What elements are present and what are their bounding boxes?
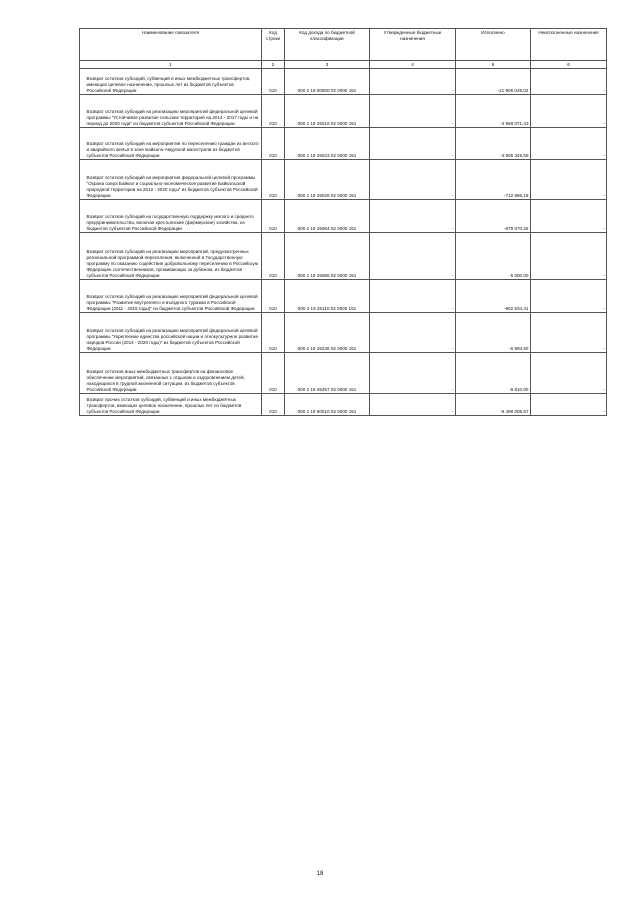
row-executed: -6 810,00 [456, 353, 531, 394]
row-approved: - [370, 160, 456, 200]
page-number: 18 [316, 871, 324, 877]
budget-table [79, 28, 607, 416]
row-executed: -9 498 005,67 [456, 394, 531, 416]
header-unexecuted: Неисполненные назначения [531, 29, 607, 61]
row-budget-code: 000 2 19 25236 02 0000 151 [285, 313, 370, 353]
header-code: Код строки [262, 29, 285, 61]
row-code: 010 [262, 233, 285, 280]
row-approved: - [370, 95, 456, 128]
row-name: Возврат прочих остатков субсидий, субвенций и иных межбюджетных трансфертов, имеющих целевое назначение, прошлых лет из бюджетов субъектов Российской Федерации [80, 394, 262, 416]
table-row [80, 353, 607, 394]
row-budget-code: 000 2 19 25110 02 0000 151 [285, 280, 370, 313]
row-executed: -902 634,41 [456, 280, 531, 313]
row-name: Возврат остатков субсидий, субвенций и иных межбюджетных трансфертов, имеющих целевое назначение, прошлых лет из бюджетов субъектов Российской Федерации [80, 69, 262, 95]
row-budget-code: 000 2 19 25029 02 0000 151 [285, 160, 370, 200]
table-row [80, 313, 607, 353]
row-executed: -4 905 349,58 [456, 128, 531, 160]
row-budget-code: 000 2 19 45457 02 0000 151 [285, 353, 370, 394]
row-name: Возврат остатков субсидий на реализацию мероприятий федеральной целевой программы "Устойчивое развитие сельских территорий на 2014 - 2017 годы и на период до 2020 года" из бюджетов субъектов Российской Федерации [80, 95, 262, 128]
row-unexecuted: - [531, 95, 607, 128]
row-code: 010 [262, 394, 285, 416]
header-executed: Исполнено [456, 29, 531, 61]
row-code: 010 [262, 128, 285, 160]
row-name: Возврат остатков субсидий на мероприятия по переселению граждан из ветхого и аварийного жилья в зоне Байкало-Амурской магистрали из бюджетов субъектов Российской Федерации [80, 128, 262, 160]
row-code: 010 [262, 69, 285, 95]
row-executed: -879 070,25 [456, 200, 531, 233]
row-budget-code: 000 2 19 25018 02 0000 151 [285, 95, 370, 128]
row-executed: -4 988 071,43 [456, 95, 531, 128]
row-code: 010 [262, 313, 285, 353]
row-budget-code: 000 2 19 25023 02 0000 151 [285, 128, 370, 160]
table-row [80, 280, 607, 313]
row-budget-code: 000 2 19 60010 02 0000 151 [285, 394, 370, 416]
table-row [80, 69, 607, 95]
table-row [80, 95, 607, 128]
row-unexecuted: - [531, 200, 607, 233]
row-name: Возврат остатков субсидий на реализацию мероприятий, предусмотренных региональной программой переселения, включенной в Государственную программу по оказанию содействия добровольному переселению в Российскую Федерацию соотечественников, проживающих за рубежом, из бюджетов субъектов Российской Федерации [80, 233, 262, 280]
row-code: 010 [262, 200, 285, 233]
row-code: 010 [262, 160, 285, 200]
row-approved: - [370, 280, 456, 313]
row-unexecuted: - [531, 394, 607, 416]
row-budget-code: 000 2 19 00000 02 0000 151 [285, 69, 370, 95]
header-budget-code: Код дохода по бюджетной классификации [285, 29, 370, 61]
row-approved: - [370, 233, 456, 280]
row-name: Возврат остатков субсидий на мероприятия федеральной целевой программы "Охрана озера Байкал и социально-экономическое развитие Байкальской природной территории на 2012 - 2020 годы" из бюджетов субъектов Российской Федерации [80, 160, 262, 200]
column-number: 4 [370, 61, 456, 69]
row-code: 010 [262, 95, 285, 128]
table-row [80, 160, 607, 200]
table-header-row [80, 29, 607, 61]
column-number-row [80, 61, 607, 69]
row-name: Возврат остатков иных межбюджетных трансфертов на финансовое обеспечение мероприятий, связанных с отдыхом и оздоровлением детей, находящихся в трудной жизненной ситуации, из бюджетов субъектов Российской Федерации [80, 353, 262, 394]
row-executed: -5 000,00 [456, 233, 531, 280]
row-approved: - [370, 128, 456, 160]
column-number: 5 [456, 61, 531, 69]
table-row [80, 394, 607, 416]
row-approved: - [370, 69, 456, 95]
row-name: Возврат остатков субсидий на реализацию мероприятий федеральной целевой программы "Укрепление единства российской нации и этнокультурное развитие народов России (2014 - 2020 годы)" из бюджетов субъектов Российской Федерации [80, 313, 262, 353]
row-approved: - [370, 200, 456, 233]
table-row [80, 233, 607, 280]
row-unexecuted: - [531, 128, 607, 160]
row-executed: -21 905 028,02 [456, 69, 531, 95]
header-name: Наименование показателя [80, 29, 262, 61]
row-executed: -6 894,50 [456, 313, 531, 353]
row-executed: -712 886,18 [456, 160, 531, 200]
row-approved: - [370, 394, 456, 416]
table-row [80, 200, 607, 233]
row-code: 010 [262, 280, 285, 313]
row-unexecuted: - [531, 233, 607, 280]
row-name: Возврат остатков субсидий на реализацию мероприятий федеральной целевой программы "Развитие внутреннего и въездного туризма в Российской Федерации (2011 - 2018 годы)" из бюджетов субъектов Российской Федерации [80, 280, 262, 313]
column-number: 1 [80, 61, 262, 69]
row-unexecuted: - [531, 160, 607, 200]
column-number: 3 [285, 61, 370, 69]
row-unexecuted: - [531, 69, 607, 95]
row-name: Возврат остатков субсидий на государственную поддержку малого и среднего предпринимательства, включая крестьянские (фермерские) хозяйства, из бюджетов субъектов Российской Федерации [80, 200, 262, 233]
row-budget-code: 000 2 19 25086 02 0000 151 [285, 233, 370, 280]
column-number: 6 [531, 61, 607, 69]
row-approved: - [370, 313, 456, 353]
row-unexecuted: - [531, 353, 607, 394]
row-approved: - [370, 353, 456, 394]
header-approved: Утвержденные бюджетные назначения [370, 29, 456, 61]
row-unexecuted: - [531, 280, 607, 313]
row-code: 010 [262, 353, 285, 394]
row-budget-code: 000 2 19 25064 02 0000 151 [285, 200, 370, 233]
row-unexecuted: - [531, 313, 607, 353]
table-row [80, 128, 607, 160]
column-number: 2 [262, 61, 285, 69]
